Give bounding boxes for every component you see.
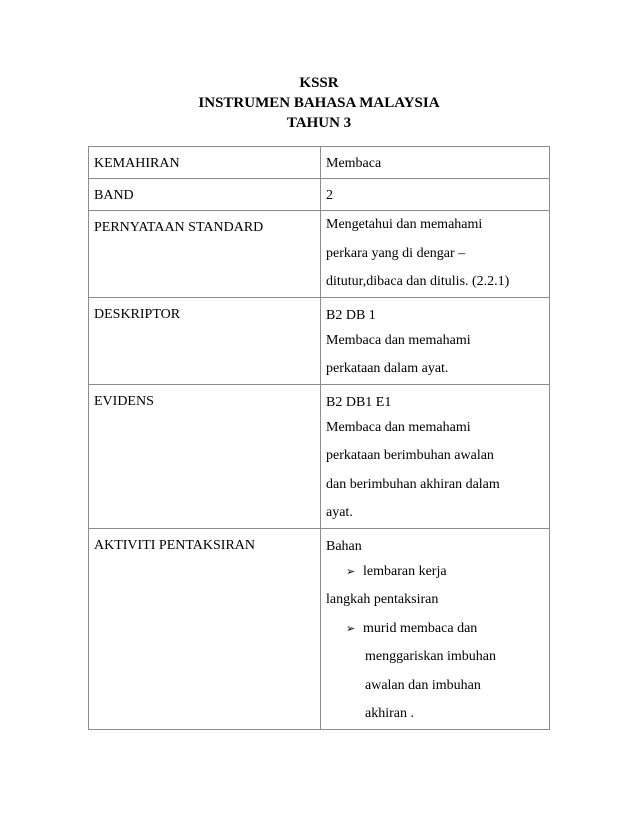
label-evidens: EVIDENS bbox=[89, 384, 321, 528]
evidens-line-5: ayat. bbox=[326, 505, 353, 520]
label-band: BAND bbox=[89, 179, 321, 211]
aktiviti-bullet-1-text: lembaran kerja bbox=[363, 563, 447, 579]
value-pernyataan bbox=[321, 211, 550, 298]
value-deskriptor bbox=[321, 297, 550, 384]
instrument-table bbox=[88, 146, 550, 730]
aktiviti-cont-3: akhiran . bbox=[365, 706, 414, 721]
label-aktiviti: AKTIVITI PENTAKSIRAN bbox=[89, 528, 321, 729]
header-kssr: KSSR bbox=[299, 75, 339, 91]
table-row-aktiviti bbox=[89, 528, 550, 729]
aktiviti-cont-2: awalan dan imbuhan bbox=[365, 677, 481, 693]
label-pernyataan: PERNYATAAN STANDARD bbox=[89, 211, 321, 298]
table-row-kemahiran bbox=[89, 147, 550, 179]
table-row-evidens bbox=[89, 384, 550, 528]
evidens-line-3: perkataan berimbuhan awalan bbox=[326, 448, 494, 463]
evidens-line-2: Membaca dan memahami bbox=[326, 419, 471, 435]
document-header bbox=[0, 73, 638, 133]
deskriptor-line-3: perkataan dalam ayat. bbox=[326, 361, 449, 376]
value-evidens bbox=[321, 384, 550, 528]
deskriptor-line-2: Membaca dan memahami bbox=[326, 332, 471, 348]
table-row-deskriptor bbox=[89, 297, 550, 384]
pernyataan-line-2: perkara yang di dengar – bbox=[326, 245, 466, 261]
arrow-bullet-icon: ➢ bbox=[346, 564, 356, 578]
label-kemahiran: KEMAHIRAN bbox=[89, 147, 321, 179]
arrow-bullet-icon: ➢ bbox=[346, 621, 356, 635]
value-aktiviti bbox=[321, 528, 550, 729]
header-instrument-title: INSTRUMEN BAHASA MALAYSIA bbox=[198, 95, 440, 111]
evidens-line-1: B2 DB1 E1 bbox=[326, 394, 392, 410]
deskriptor-line-1: B2 DB 1 bbox=[326, 307, 376, 323]
aktiviti-bullet-1 bbox=[326, 558, 545, 587]
label-deskriptor: DESKRIPTOR bbox=[89, 297, 321, 384]
table-row-pernyataan bbox=[89, 211, 550, 298]
pernyataan-line-3: ditutur,dibaca dan ditulis. (2.2.1) bbox=[326, 274, 510, 289]
value-kemahiran: Membaca bbox=[321, 147, 550, 179]
aktiviti-langkah: langkah pentaksiran bbox=[326, 592, 439, 607]
evidens-line-4: dan berimbuhan akhiran dalam bbox=[326, 476, 500, 492]
header-year: TAHUN 3 bbox=[286, 115, 352, 131]
aktiviti-cont-1: menggariskan imbuhan bbox=[365, 649, 497, 664]
aktiviti-bullet-2 bbox=[326, 615, 545, 644]
pernyataan-line-1: Mengetahui dan memahami bbox=[326, 217, 483, 232]
aktiviti-bullet-2-text: murid membaca dan bbox=[363, 620, 478, 636]
aktiviti-bahan: Bahan bbox=[326, 538, 362, 554]
table-row-band bbox=[89, 179, 550, 211]
value-band: 2 bbox=[321, 179, 550, 211]
